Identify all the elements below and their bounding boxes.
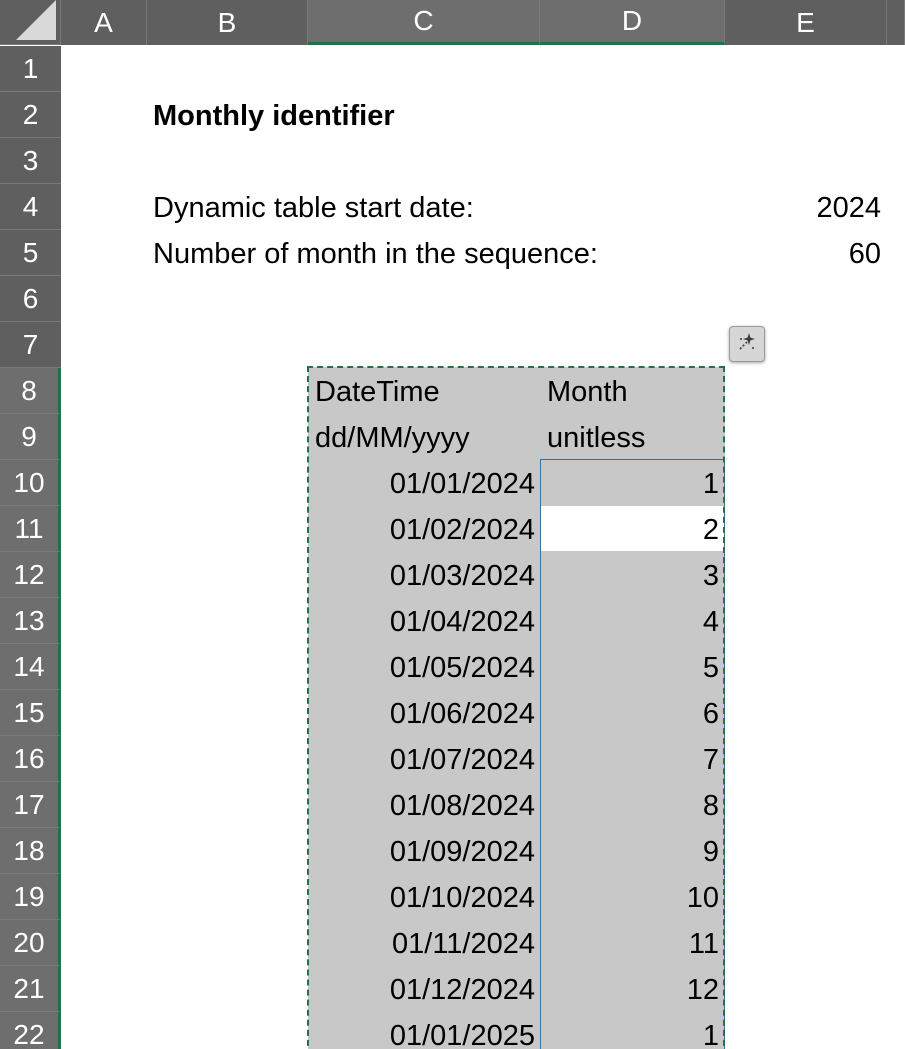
month-cell[interactable]: 3 — [702, 560, 719, 592]
date-cell[interactable]: 01/12/2024 — [389, 974, 535, 1006]
column-header-f[interactable] — [887, 0, 905, 45]
date-cell[interactable]: 01/09/2024 — [389, 836, 535, 868]
row-header-19[interactable]: 19 — [0, 874, 61, 920]
row-header-12[interactable]: 12 — [0, 552, 61, 598]
row-header-2[interactable]: 2 — [0, 92, 61, 138]
month-cell[interactable]: 11 — [688, 928, 719, 960]
row-header-1[interactable]: 1 — [0, 46, 61, 92]
month-cell[interactable]: 4 — [702, 606, 719, 638]
date-cell[interactable]: 01/01/2024 — [389, 468, 535, 500]
date-cell[interactable]: 01/04/2024 — [389, 606, 535, 638]
row-header-11[interactable]: 11 — [0, 506, 61, 552]
date-cell[interactable]: 01/11/2024 — [392, 928, 535, 960]
quick-analysis-button[interactable] — [729, 326, 765, 362]
row-header-16[interactable]: 16 — [0, 736, 61, 782]
date-cell[interactable]: 01/08/2024 — [389, 790, 535, 822]
table-header-month[interactable]: Month — [547, 376, 628, 408]
table-header-datetime[interactable]: DateTime — [315, 376, 440, 408]
start-date-value[interactable]: 2024 — [816, 192, 881, 224]
sheet-title[interactable]: Monthly identifier — [153, 100, 395, 132]
row-header-6[interactable]: 6 — [0, 276, 61, 322]
table-header-unit[interactable]: unitless — [547, 422, 646, 454]
row-header-17[interactable]: 17 — [0, 782, 61, 828]
months-label[interactable]: Number of month in the sequence: — [153, 238, 598, 270]
row-header-5[interactable]: 5 — [0, 230, 61, 276]
date-cell[interactable]: 01/02/2024 — [389, 514, 535, 546]
table-header-date-format[interactable]: dd/MM/yyyy — [315, 422, 470, 454]
column-header-b[interactable]: B — [147, 0, 308, 45]
month-cell[interactable]: 7 — [702, 744, 719, 776]
date-cell[interactable]: 01/05/2024 — [389, 652, 535, 684]
date-cell[interactable]: 01/06/2024 — [389, 698, 535, 730]
column-header-e[interactable]: E — [725, 0, 887, 45]
row-header-7[interactable]: 7 — [0, 322, 61, 368]
row-header-20[interactable]: 20 — [0, 920, 61, 966]
column-header-c[interactable]: C — [308, 0, 540, 45]
start-date-label[interactable]: Dynamic table start date: — [153, 192, 474, 224]
date-cell[interactable]: 01/10/2024 — [389, 882, 535, 914]
row-header-15[interactable]: 15 — [0, 690, 61, 736]
column-header-d[interactable]: D — [540, 0, 725, 45]
month-cell[interactable]: 9 — [702, 836, 719, 868]
date-cell[interactable]: 01/03/2024 — [389, 560, 535, 592]
months-value[interactable]: 60 — [848, 238, 881, 270]
date-cell[interactable]: 01/01/2025 — [389, 1020, 535, 1049]
month-cell[interactable]: 5 — [702, 652, 719, 684]
month-cell[interactable]: 2 — [702, 514, 719, 546]
month-cell[interactable]: 12 — [686, 974, 719, 1006]
select-all-button[interactable] — [0, 0, 61, 45]
row-header-14[interactable]: 14 — [0, 644, 61, 690]
row-header-21[interactable]: 21 — [0, 966, 61, 1012]
date-cell[interactable]: 01/07/2024 — [389, 744, 535, 776]
row-header-9[interactable]: 9 — [0, 414, 61, 460]
select-all-triangle — [16, 0, 56, 40]
row-header-10[interactable]: 10 — [0, 460, 61, 506]
row-header-3[interactable]: 3 — [0, 138, 61, 184]
column-header-a[interactable]: A — [61, 0, 147, 45]
sparkle-icon — [736, 331, 758, 358]
month-cell[interactable]: 6 — [702, 698, 719, 730]
row-header-22[interactable]: 22 — [0, 1012, 61, 1049]
row-header-18[interactable]: 18 — [0, 828, 61, 874]
month-cell[interactable]: 1 — [702, 1020, 719, 1049]
month-cell[interactable]: 8 — [702, 790, 719, 822]
row-header-13[interactable]: 13 — [0, 598, 61, 644]
row-header-4[interactable]: 4 — [0, 184, 61, 230]
month-cell[interactable]: 10 — [686, 882, 719, 914]
row-header-8[interactable]: 8 — [0, 368, 61, 414]
month-cell[interactable]: 1 — [702, 468, 719, 500]
